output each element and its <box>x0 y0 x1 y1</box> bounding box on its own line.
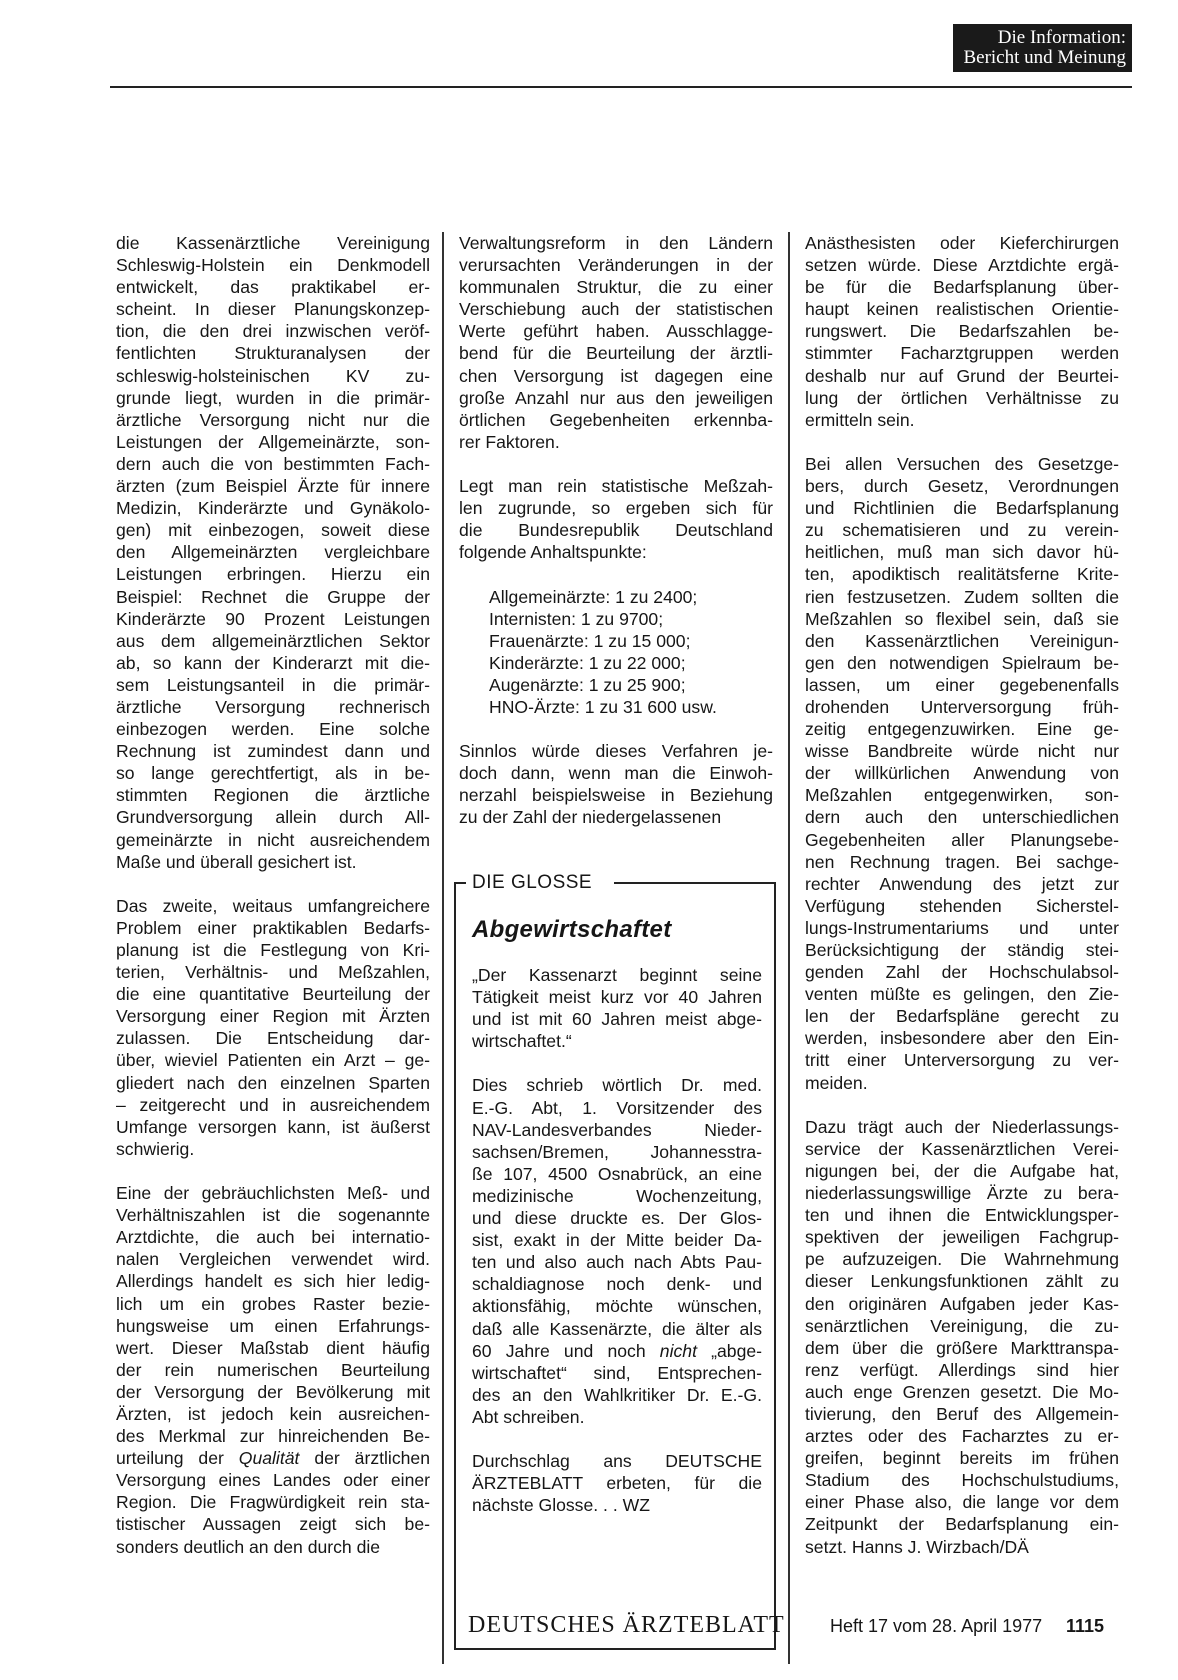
text-line: service der Kassenärztlichen Verei- <box>805 1138 1119 1159</box>
paragraph <box>116 1182 430 1558</box>
text-line: Verhältniszahlen ist die sogenannte <box>116 1205 430 1226</box>
text-line: Durchschlag ans DEUTSCHE <box>472 1451 762 1472</box>
text-line: Region. Die Fragwürdigkeit rein sta- <box>116 1492 430 1513</box>
column-divider-2 <box>788 232 790 1664</box>
paragraph <box>459 232 773 453</box>
text-line: Schleswig-Holstein ein Denkmodell <box>116 255 430 276</box>
text-line: ten und also auch nach Abts Pau- <box>472 1252 762 1273</box>
text-line: die Bundesrepublik Deutschland <box>459 520 773 541</box>
text-line: nigungen bei, der die Aufgabe hat, <box>805 1160 1119 1181</box>
text-line: grunde liegt, wurden in die primär- <box>116 387 430 408</box>
text-line: len zugrunde, so ergeben sich für <box>459 498 773 519</box>
text-line: Umfange versorgen kann, ist äußerst <box>116 1116 430 1137</box>
text-line: Leistungen erbringen. Hierzu ein <box>116 564 430 585</box>
text-line: Problem einer praktikablen Bedarfs- <box>116 917 430 938</box>
text-line: dieser Lenkungsfunktionen zählt zu <box>805 1271 1119 1292</box>
text-line: wirtschaftet.“ <box>472 1031 572 1052</box>
text-line: Anästhesisten oder Kieferchirurgen <box>805 233 1119 253</box>
text-line: nen Rechnung tragen. Bei sachge- <box>805 851 1119 872</box>
text-line: gemeinärzte in nicht ausreichendem <box>116 829 430 850</box>
text-line: nächste Glosse. . . WZ <box>472 1495 650 1516</box>
text-line: und Richtlinien die Bedarfsplanung <box>805 498 1119 519</box>
text-line: niederlassungswillige Ärzte zu bera- <box>805 1183 1119 1204</box>
text-line: Werte geführt haben. Ausschlagge- <box>459 321 773 342</box>
text-line: lungs-Instrumentariums und unter <box>805 917 1119 938</box>
paragraph <box>805 232 1119 431</box>
text-line: und ist mit 60 Jahren meist abge- <box>472 1009 762 1030</box>
text-line: schaldiagnose noch denk- und <box>472 1274 762 1295</box>
text-line: rechter Anwendung des jetzt zur <box>805 873 1119 894</box>
paragraph <box>459 740 773 828</box>
text-line: ärztliche Versorgung rechnerisch <box>116 696 430 717</box>
text-line: rien festzusetzen. Zudem sollten die <box>805 586 1119 607</box>
text-line: über, wieviel Patienten ein Arzt – ge- <box>116 1050 430 1071</box>
text-line: drohenden Unterversorgung früh- <box>805 696 1119 717</box>
text-line: greifen, beginnt bereits im frühen <box>805 1448 1119 1469</box>
text-line: schleswig-holsteinischen KV zu- <box>116 365 430 386</box>
section-badge-line-1: Die Information: <box>997 27 1126 48</box>
text-line: Verschiebung auch der statistischen <box>459 299 773 320</box>
text-line: – zeitgerecht und in ausreichendem <box>116 1094 430 1115</box>
text-line: venten müßte es gelingen, den Zie- <box>805 984 1119 1005</box>
text-line: wisse Bandbreite würde nicht nur <box>805 741 1119 762</box>
text-line: dem über die größere Markttranspa- <box>805 1337 1119 1358</box>
text-line: der Versorgung der Bevölkerung mit <box>116 1381 430 1402</box>
text-line: ÄRZTEBLATT erbeten, für die <box>472 1473 762 1494</box>
text-line: bend für die Beurteilung der ärztli- <box>459 343 773 364</box>
text-line: Maße und überall gesichert ist. <box>116 851 357 872</box>
journal-name: DEUTSCHES ÄRZTEBLATT <box>468 1612 785 1638</box>
page-footer <box>0 1612 1178 1642</box>
text-line: ärztliche Versorgung nicht nur die <box>116 409 430 430</box>
glosse-box <box>454 872 776 1650</box>
glosse-header-tick <box>456 882 466 884</box>
header-rule <box>110 86 1132 88</box>
text-line: Ärzten, ist jedoch kein ausreichen- <box>116 1403 430 1424</box>
text-line: Abt schreiben. <box>472 1406 585 1427</box>
text-line: kommunalen Struktur, die zu einer <box>459 277 773 298</box>
text-line: senärztlichen Vereinigung, die zu- <box>805 1315 1119 1336</box>
text-line: Kinderärzte 90 Prozent Leistungen <box>116 608 430 629</box>
text-line: Leistungen der Allgemeinärzte, son- <box>116 431 430 452</box>
glosse-body <box>472 964 762 1538</box>
text-line: folgende Anhaltspunkte: <box>459 542 647 563</box>
paragraph <box>805 453 1119 1094</box>
text-line: renz verfügt. Allerdings sind hier <box>805 1359 1119 1380</box>
paragraph <box>459 475 773 563</box>
text-line: sonders deutlich an den durch die <box>116 1536 381 1557</box>
section-badge-line-2: Bericht und Meinung <box>963 47 1126 68</box>
text-line: wirtschaftet“ sind, Entsprechen- <box>472 1362 762 1383</box>
text-line: sist, exakt in der Mitte beider Da- <box>472 1230 762 1251</box>
text-line: lung der örtlichen Verhältnisse zu <box>805 387 1119 408</box>
column-3 <box>805 232 1119 1580</box>
text-line: setzt. Hanns J. Wirzbach/DÄ <box>805 1536 1029 1557</box>
text-line: Verwaltungsreform in den Ländern <box>459 233 773 253</box>
text-line: der rein numerischen Beurteilung <box>116 1359 430 1380</box>
text-line: der willkürlichen Anwendung von <box>805 763 1119 784</box>
text-line: chen Versorgung ist dagegen eine <box>459 365 773 386</box>
text-line: Rechnung ist zumindest dann und <box>116 741 430 762</box>
glosse-title: Abgewirtschaftet <box>472 916 672 943</box>
text-line: Stadium des Hochschulstudiums, <box>805 1470 1119 1491</box>
text-line: NAV-Landesverbandes Nieder- <box>472 1119 762 1140</box>
text-line: len der Bedarfspläne gerecht zu <box>805 1006 1119 1027</box>
text-line: meiden. <box>805 1072 868 1093</box>
text-line: gen den notwendigen Spielraum be- <box>805 652 1119 673</box>
text-line: Sinnlos würde dieses Verfahren je- <box>459 741 773 762</box>
glosse-paragraph <box>472 964 762 1052</box>
text-line: E.-G. Abt, 1. Vorsitzender des <box>472 1097 762 1118</box>
text-line: Das zweite, weitaus umfangreichere <box>116 895 430 916</box>
text-line: Bei allen Versuchen des Gesetzge- <box>805 453 1119 474</box>
text-line: medizinische Wochenzeitung, <box>472 1185 762 1206</box>
text-line: ermitteln sein. <box>805 409 915 430</box>
text-line: doch dann, wenn man die Einwoh- <box>459 763 773 784</box>
text-line: terien, Verhältnis- und Meßzahlen, <box>116 962 430 983</box>
text-line: stimmten Regionen die ärztliche <box>116 785 430 806</box>
paragraph <box>805 1116 1119 1558</box>
glosse-header-rule <box>614 882 774 884</box>
text-line: den Allgemeinärzten vergleichbare <box>116 542 430 563</box>
text-line: große Anzahl nur aus den jeweiligen <box>459 387 773 408</box>
text-line: Grundversorgung allein durch All- <box>116 807 430 828</box>
text-line: zu schematisieren und zu verein- <box>805 520 1119 541</box>
text-line: einer Phase also, die lange vor dem <box>805 1492 1119 1513</box>
ratio-item: Allgemeinärzte: 1 zu 2400; <box>489 586 698 607</box>
text-line: arztes oder des Facharztes zu er- <box>805 1426 1119 1447</box>
text-line: Gegebenheiten aller Planungsebe- <box>805 829 1119 850</box>
text-line: be für die Bedarfsplanung über- <box>805 277 1119 298</box>
text-line: Dies schrieb wörtlich Dr. med. <box>472 1075 762 1096</box>
text-line: verursachten Veränderungen in der <box>459 255 773 276</box>
text-line: Tätigkeit meist kurz vor 40 Jahren <box>472 987 762 1008</box>
ratio-item: Augenärzte: 1 zu 25 900; <box>489 674 686 695</box>
text-line: entwickelt, das praktikabel er- <box>116 277 430 298</box>
column-1 <box>116 232 430 1580</box>
text-line: Arztdichte, die auch bei internatio- <box>116 1227 430 1248</box>
text-line: urteilung der Qualität der ärztlichen <box>116 1448 430 1469</box>
text-line: tion, die den drei inzwischen veröf- <box>116 321 430 342</box>
text-line: „Der Kassenarzt beginnt seine <box>472 965 762 985</box>
text-line: Verfügung stehenden Sicherstel- <box>805 895 1119 916</box>
text-line: Versorgung einer Region mit Ärzten <box>116 1006 430 1027</box>
ratio-item: Internisten: 1 zu 9700; <box>489 608 664 629</box>
text-line: pe aufzuzeigen. Die Wahrnehmung <box>805 1249 1119 1270</box>
text-line: ärzten (zum Beispiel Ärzte für innere <box>116 476 430 497</box>
text-line: stimmter Facharztgruppen werden <box>805 343 1119 364</box>
text-line: so lange gerechtfertigt, als in be- <box>116 763 430 784</box>
text-line: dern auch den unterschiedlichen <box>805 807 1119 828</box>
text-line: schwierig. <box>116 1138 195 1159</box>
text-line: deshalb nur auf Grund der Beurtei- <box>805 365 1119 386</box>
text-line: Versorgung eines Landes oder einer <box>116 1470 430 1491</box>
text-line: werden, insbesondere aber den Ein- <box>805 1028 1119 1049</box>
text-line: ab, so kann der Kinderarzt mit die- <box>116 652 430 673</box>
text-line: bers, durch Gesetz, Verordnungen <box>805 476 1119 497</box>
text-line: Allerdings handelt es sich hier ledig- <box>116 1271 430 1292</box>
text-line: heitlichen, muß man sich davor hü- <box>805 542 1119 563</box>
text-line: setzen würde. Diese Arztdichte ergä- <box>805 255 1119 276</box>
text-line: und diese druckte es. Der Glos- <box>472 1208 762 1229</box>
text-line: spektiven der jeweiligen Fachgrup- <box>805 1227 1119 1248</box>
text-line: hungsweise um einen Erfahrungs- <box>116 1315 430 1336</box>
glosse-paragraph <box>472 1450 762 1516</box>
page-number: 1115 <box>1066 1616 1105 1636</box>
text-line: Medizin, Kinderärzte und Gynäkolo- <box>116 498 430 519</box>
text-line: den Kassenärztlichen Vereinigun- <box>805 630 1119 651</box>
text-line: nerzahl beispielsweise in Beziehung <box>459 785 773 806</box>
text-line: aus dem allgemeinärztlichen Sektor <box>116 630 430 651</box>
text-line: nalen Vergleichen verwendet wird. <box>116 1249 430 1270</box>
text-line: des an den Wahlkritiker Dr. E.-G. <box>472 1384 762 1405</box>
text-line: des Merkmal zur hinreichenden Be- <box>116 1426 430 1447</box>
glosse-label: DIE GLOSSE <box>472 872 593 893</box>
text-line: tistischer Aussagen zeigt sich be- <box>116 1514 430 1535</box>
column-2 <box>459 232 773 851</box>
text-line: ten, apodiktisch realitätsferne Krite- <box>805 564 1119 585</box>
text-line: aktionsfähig, möchte wünschen, <box>472 1296 762 1317</box>
ratio-item: HNO-Ärzte: 1 zu 31 600 usw. <box>489 696 717 717</box>
text-line: scheint. In dieser Planungskonzep- <box>116 299 430 320</box>
glosse-paragraph <box>472 1074 762 1428</box>
text-line: sachsen/Bremen, Johannesstra- <box>472 1141 762 1162</box>
text-line: einbezogen werden. Eine solche <box>116 719 430 740</box>
text-line: örtlichen Gegebenheiten erkennba- <box>459 409 773 430</box>
text-line: lassen, um einer gegebenenfalls <box>805 674 1119 695</box>
text-line: genden Zahl der Hochschulabsol- <box>805 962 1119 983</box>
text-line: lich um ein grobes Raster bezie- <box>116 1293 430 1314</box>
text-line: daß alle Kassenärzte, die älter als <box>472 1318 762 1339</box>
issue-info: Heft 17 vom 28. April 1977 <box>830 1616 1043 1636</box>
text-line: Eine der gebräuchlichsten Meß- und <box>116 1183 430 1204</box>
text-line: planung ist die Festlegung von Kri- <box>116 940 430 960</box>
text-line: ße 107, 4500 Osnabrück, an eine <box>472 1163 762 1184</box>
text-line: auch enge Grenzen gesetzt. Die Mo- <box>805 1381 1119 1402</box>
text-line: tritt einer Unterversorgung zu ver- <box>805 1050 1119 1071</box>
ratio-item: Frauenärzte: 1 zu 15 000; <box>489 630 691 651</box>
column-divider-1 <box>442 232 444 1664</box>
text-line: rungswert. Die Bedarfszahlen be- <box>805 321 1119 342</box>
ratio-list <box>489 586 773 719</box>
text-line: haupt keinen realistischen Orientie- <box>805 299 1119 320</box>
text-line: Berücksichtigung der ständig stei- <box>805 940 1119 960</box>
text-line: den originären Aufgaben jeder Kas- <box>805 1293 1119 1314</box>
text-line: wert. Dieser Maßstab dient häufig <box>116 1337 430 1358</box>
text-line: die eine quantitative Beurteilung der <box>116 984 430 1005</box>
ratio-item: Kinderärzte: 1 zu 22 000; <box>489 652 686 673</box>
text-line: rer Faktoren. <box>459 431 560 452</box>
paragraph <box>116 232 430 873</box>
text-line: fentlichten Strukturanalysen der <box>116 343 430 364</box>
text-line: Meßzahlen entgegenwirken, son- <box>805 785 1119 806</box>
glosse-header <box>456 872 774 906</box>
section-badge <box>953 24 1132 72</box>
text-line: Zeitpunkt der Bedarfsplanung ein- <box>805 1514 1119 1535</box>
text-line: gliedert nach den einzelnen Sparten <box>116 1072 430 1093</box>
text-line: zu der Zahl der niedergelassenen <box>459 807 722 828</box>
text-line: zulassen. Die Entscheidung dar- <box>116 1028 430 1049</box>
text-line: die Kassenärztliche Vereinigung <box>116 233 430 253</box>
text-line: 60 Jahre und noch nicht „abge- <box>472 1340 763 1361</box>
paragraph <box>116 895 430 1160</box>
text-line: Dazu trägt auch der Niederlassungs- <box>805 1116 1119 1137</box>
text-line: Beispiel: Rechnet die Gruppe der <box>116 586 430 607</box>
text-line: ten und ihnen die Entwicklungsper- <box>805 1205 1119 1226</box>
text-line: tivierung, den Beruf des Allgemein- <box>805 1403 1119 1424</box>
text-line: zeitig entgegenzuwirken. Eine ge- <box>805 719 1119 740</box>
text-line: gen) mit einbezogen, soweit diese <box>116 520 430 541</box>
text-line: Meßzahlen so flexibel sein, daß sie <box>805 608 1119 629</box>
text-line: sem Leistungsanteil in die primär- <box>116 674 430 695</box>
text-line: dern auch die von bestimmten Fach- <box>116 453 430 474</box>
text-line: Legt man rein statistische Meßzah- <box>459 476 773 497</box>
